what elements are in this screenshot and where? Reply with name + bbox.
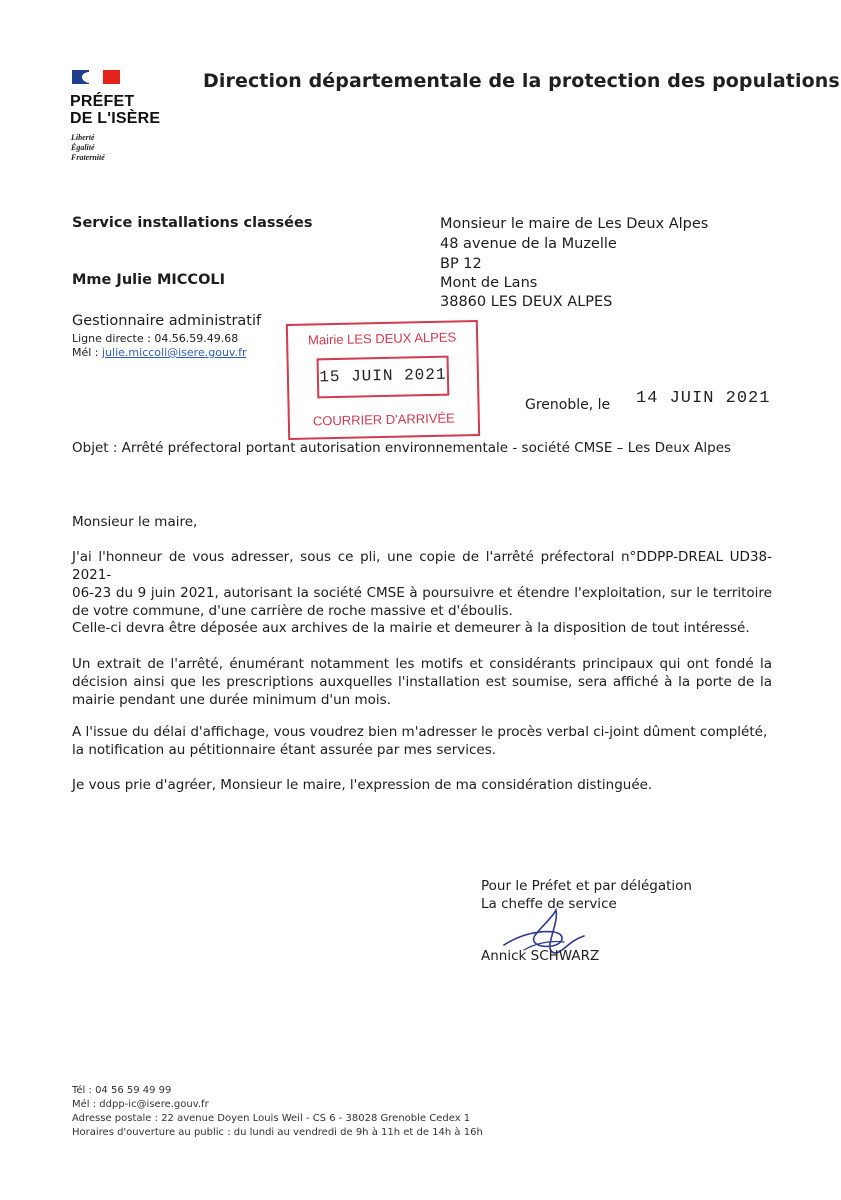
paragraph-1-line-3: de votre commune, d'une carrière de roche massive et d'éboulis.: [72, 603, 513, 619]
marianne-logo-icon: [72, 70, 120, 84]
sender-mail-line: [72, 346, 246, 359]
logo-department: DE L'ISÈRE: [70, 110, 161, 127]
paragraph-4: [72, 723, 772, 759]
motto-egalite: Égalité: [71, 143, 95, 152]
recipient-line-3: BP 12: [440, 256, 482, 272]
recipient-line-5: 38860 LES DEUX ALPES: [440, 294, 613, 310]
paragraph-1-line-2: 06-23 du 9 juin 2021, autorisant la société CMSE à poursuivre et étendre l'exploitation, sur le territoire: [72, 585, 772, 601]
recipient-line-2: 48 avenue de la Muzelle: [440, 236, 617, 252]
stamp-courrier: COURRIER D'ARRIVÉE: [312, 410, 455, 429]
stamp-date: 15 JUIN 2021: [319, 365, 447, 387]
footer-mail: Mél : ddpp-ic@isere.gouv.fr: [72, 1099, 209, 1110]
paragraph-2: Celle-ci devra être déposée aux archives de la mairie et demeurer à la disposition de tout intéressé.: [72, 620, 750, 636]
date-place: Grenoble, le: [525, 397, 611, 413]
sender-phone: Ligne directe : 04.56.59.49.68: [72, 332, 239, 345]
sender-mail-link[interactable]: julie.miccoli@isere.gouv.fr: [102, 346, 247, 359]
signature-role: La cheffe de service: [481, 896, 617, 912]
date-value: 14 JUIN 2021: [636, 389, 771, 408]
paragraph-3-line-1: Un extrait de l'arrêté, énumérant notamment les motifs et considérants principaux qui ont fondé la: [72, 656, 772, 672]
footer-hours: Horaires d'ouverture au public : du lundi au vendredi de 9h à 11h et de 14h à 16h: [72, 1127, 483, 1138]
letter-object: Objet : Arrêté préfectoral portant autorisation environnementale - société CMSE – Les Deux Alpes: [72, 440, 732, 456]
salutation: Monsieur le maire,: [72, 514, 198, 530]
stamp-date-box: [317, 356, 450, 399]
paragraph-3-line-2: décision ainsi que les prescriptions auxquelles l'installation est soumise, sera affiché à la porte de la: [72, 674, 772, 690]
paragraph-5: Je vous prie d'agréer, Monsieur le maire, l'expression de ma considération distinguée.: [72, 777, 653, 793]
sender-service: Service installations classées: [72, 215, 313, 231]
paragraph-1: [72, 548, 772, 620]
arrival-stamp: [286, 320, 480, 440]
recipient-line-1: Monsieur le maire de Les Deux Alpes: [440, 216, 709, 232]
sender-mail-label: Mél :: [72, 346, 103, 359]
recipient-line-4: Mont de Lans: [440, 275, 538, 291]
header-title: Direction départementale de la protection des populations: [203, 70, 840, 92]
signature-delegation: Pour le Préfet et par délégation: [481, 878, 692, 894]
sender-name: Mme Julie MICCOLI: [72, 272, 226, 288]
footer-phone: Tél : 04 56 59 49 99: [72, 1085, 172, 1096]
logo-prefet: PRÉFET: [70, 93, 135, 110]
paragraph-1-line-1: J'ai l'honneur de vous adresser, sous ce pli, une copie de l'arrêté préfectoral n°DDPP-DREAL UD38-2021-: [72, 549, 772, 583]
motto-fraternite: Fraternité: [71, 153, 105, 162]
footer-address: Adresse postale : 22 avenue Doyen Louis Weil - CS 6 - 38028 Grenoble Cedex 1: [72, 1113, 471, 1124]
signatory-name: Annick SCHWARZ: [481, 948, 600, 964]
paragraph-3-line-3: mairie pendant une durée minimum d'un mois.: [72, 692, 392, 708]
paragraph-4-line-1: A l'issue du délai d'affichage, vous voudrez bien m'adresser le procès verbal ci-joint dûment complété,: [72, 724, 768, 740]
paragraph-4-line-2: la notification au pétitionnaire étant assurée par mes services.: [72, 742, 497, 758]
sender-role: Gestionnaire administratif: [72, 313, 262, 329]
stamp-mairie: Mairie LES DEUX ALPES: [307, 329, 457, 348]
paragraph-3: [72, 655, 772, 709]
motto-liberte: Liberté: [71, 133, 95, 142]
